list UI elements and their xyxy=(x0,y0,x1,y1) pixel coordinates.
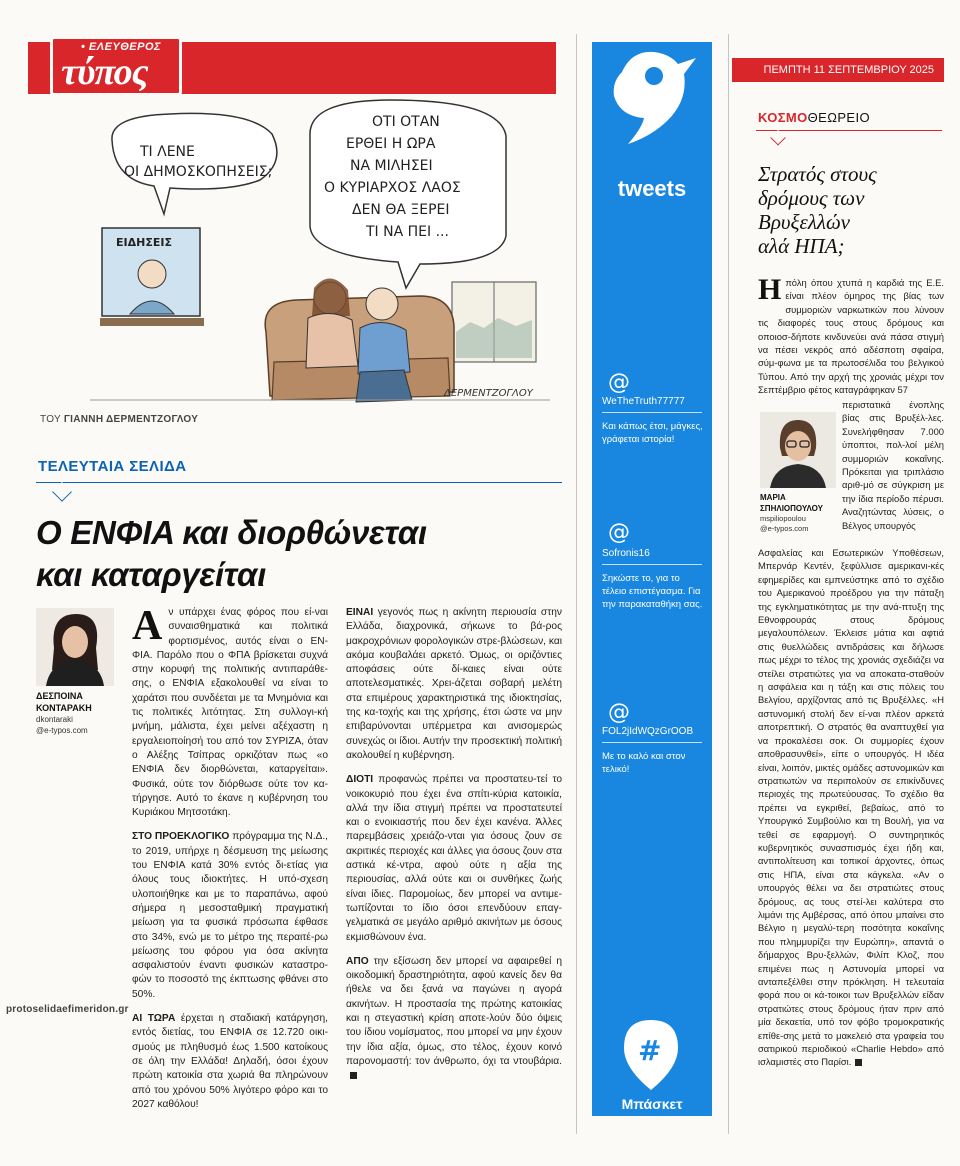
paragraph-4-lead: ΕΙΝΑΙ xyxy=(346,607,374,618)
logo-small-title: • ΕΛΕΥΘΕΡΟΣ xyxy=(81,41,162,53)
column-label-rest: ΘΕΩΡΕΙΟ xyxy=(807,110,871,125)
column-label xyxy=(758,110,870,125)
columnist-email-user: mspiliopoulou xyxy=(760,514,806,523)
article-column-1 xyxy=(132,603,329,1122)
tweet-divider xyxy=(602,412,702,413)
author-email[interactable] xyxy=(36,714,126,736)
author-first-name: ΔΕΣΠΟΙΝΑ xyxy=(36,691,83,701)
author-last-name: ΚΟΝΤΑΡΑΚΗ xyxy=(36,703,92,713)
cartoonist-signature: ΔΕΡΜΕΝΤΖΟΓΛΟΥ xyxy=(444,388,533,399)
man-head xyxy=(366,288,398,320)
column-top-paragraph: πόλη όπου χτυπά η καρδιά της Ε.Ε. είναι πλέον όμηρος της βίας των συμμοριών ναρκωτικών που λύνουν τις διαφορές τους στους δρόμους και οποιοσ-δήποτε κινδυνεύει ανά πάσα στιγμή να πέσει νεκρός από αδέσποτη σφαίρα, σύμ-φωνα με τα πρωτοσέλιδα του βελγικού Τύπου. Από την αρχή της χρονιάς μέχρι τον Σεπτέμβριο φέτος καταγράφηκαν 57 xyxy=(758,277,944,396)
column-divider xyxy=(576,34,577,1134)
column-notch xyxy=(770,130,786,146)
paragraph-5-text: προφανώς πρέπει να προστατευ-τεί το νοικοκυριό που έχει ένα σπίτι-κύρια κατοικία, αλλά την ίδια στιγμή πρέπει να προστατευτεί και ο ενοικιαστής που δεν έχει κανένα. Άλλες παρεμβάσεις χρειάζο-νται για όσους ζουν σε ακριτικές περιοχές και άλλες για όσους ζουν στα αστικά κέ-ντρα, αφού ούτε η αξία της περιουσίας, αλλά ούτε και οι συνθήκες ζωής είναι ίδιες. Παρομοίως, δεν μπορεί να αντιμε-τωπίζονται το ίδιο όσοι επενδύουν επαγ-γελματικά σε μεγάλο αριθμό ακινήτων με όσους εκμισθώνουν ένα. xyxy=(346,774,562,943)
bubble-right-line-6: ΤΙ ΝΑ ΠΕΙ ... xyxy=(366,224,449,240)
column-headline-line-4: αλά ΗΠΑ; xyxy=(758,234,845,258)
bird-logo-icon xyxy=(592,42,712,192)
paragraph-3-lead: ΑΙ ΤΩΡΑ xyxy=(132,1013,176,1025)
author-name xyxy=(36,690,126,714)
at-sign-icon xyxy=(606,368,632,394)
bubble-right-line-4: Ο ΚΥΡΙΑΡΧΟΣ ΛΑΟΣ xyxy=(324,180,461,196)
hashtag-label: Μπάσκετ xyxy=(621,1096,683,1112)
tweets-title: tweets xyxy=(617,176,687,201)
article-column-2 xyxy=(346,606,562,1094)
columnist-email[interactable] xyxy=(760,514,840,534)
svg-text:@: @ xyxy=(608,520,630,544)
paragraph-6-lead: ΑΠΟ xyxy=(346,955,369,967)
bubble-right-line-1: ΟΤΙ ΟΤΑΝ xyxy=(372,114,440,130)
tweet-handle[interactable]: Sofronis16 xyxy=(602,548,650,559)
end-mark-icon xyxy=(350,1072,357,1079)
column-end-mark-icon xyxy=(855,1059,862,1066)
paragraph-2-lead: ΣΤΟ ΠΡΟΕΚΛΟΓΙΚΟ xyxy=(132,831,230,843)
tweet-text: Με το καλό και στον τελικό! xyxy=(602,751,686,775)
tweet-divider xyxy=(602,742,702,743)
issue-date: ΠΕΜΠΤΗ 11 ΣΕΠΤΕΜΒΡΙΟΥ 2025 xyxy=(732,58,944,82)
bubble-left-line-2: ΟΙ ΔΗΜΟΣΚΟΠΗΣΕΙΣ; xyxy=(124,164,273,180)
author-email-domain: @e-typos.com xyxy=(36,726,88,735)
paragraph-2 xyxy=(132,830,328,1002)
paragraph-2-text: πρόγραμμα της Ν.Δ., το 2019, υπήρχε η δέσμευση της μείωσης του ΕΝΦΙΑ κατά 30% εντός δι-ετίας για όλους τους ιδιοκτήτες. Η υπό-σχεση υλοποιήθηκε και με το παραπάνω, αφού σήμερα η μεσοσταθμική πραγματική μείωση για τα φυσικά πρόσωπα έφθασε στο 34%, ενώ με το μέτρο της περαιτέ-ρω μείωσης του φόρου για όσα ακίνητα ασφαλιστούν έναντι φυσικών καταστρο-φών το ποσοστό της έκπτωσης φθάνει στο 50%. xyxy=(132,831,329,1000)
credit-name: ΓΙΑΝΝΗ ΔΕΡΜΕΝΤΖΟΓΛΟΥ xyxy=(63,414,199,425)
author-photo xyxy=(36,608,114,686)
man-body xyxy=(358,322,410,374)
man-legs xyxy=(356,370,412,402)
paragraph-1-text: ν υπάρχει ένας φόρος που εί-ναι συναισθηματικά και πολιτικά φορτισμένος, αυτός είναι ο ΕΝ-ΦΙΑ. Παρόλο που ο ΦΠΑ βρίσκεται συχνά στην κορυφή της πολιτικής αντιπαράθε-σης, ο ΕΝΦΙΑ εξακολουθεί να είναι το χαράτσι που συνδέεται με τα Μνημόνια και τις πολιτικές λιτότητας. Στη συλλογι-κή μνήμη, μάλιστα, έχει μείνει αξέχαστη η εργαλειοποίησή του από τον ΣΥΡΙΖΑ, όταν ο Αλέξης Τσίπρας ορκιζόταν πως «ο ΕΝΦΙΑ δεν διορθώνεται, καταργείται». Φυσικά, ούτε τον διόρθωσε ούτε τον κα-τήργησε. Αυτό το έκανε η κυβέρνηση του Κυριάκου Μητσοτάκη. xyxy=(132,607,328,819)
column-headline xyxy=(758,162,944,258)
columnist-name xyxy=(760,492,840,514)
column-headline-line-1: Στρατός στους xyxy=(758,162,877,186)
cartoon-credit xyxy=(40,414,198,425)
columnist-portrait-icon xyxy=(760,412,836,488)
column-headline-line-2: δρόμους των xyxy=(758,186,865,210)
section-label: ΤΕΛΕΥΤΑΙΑ ΣΕΛΙΔΑ xyxy=(38,458,187,475)
headline-line-1: Ο ΕΝΦΙΑ και διορθώνεται xyxy=(36,514,427,551)
credit-prefix: ΤΟΥ xyxy=(40,414,61,425)
paragraph-6-text: την εξίσωση δεν μπορεί να αφαιρεθεί η οικοδομική δραστηριότητα, αφού κανείς δεν θα ήθελε να δει ξανά να παγώνει η αγορά ακινήτων. Η προστασία της πρώτης κατοικίας και η στεγαστική κρίση αποτε-λούν δύο όψεις του ίδιου νομίσματος, που μπορεί να μην έχουν την ίδια αξία, όμως, στο τέλος, έχουν κοινό παρονομαστή: τον άνθρωπο, όχι τα ντουβάρια. xyxy=(346,955,562,1067)
bubble-right-line-2: ΕΡΘΕΙ Η ΩΡΑ xyxy=(346,136,436,152)
tweet-divider xyxy=(602,564,702,565)
hashtag-pin-icon xyxy=(616,1016,686,1094)
at-sign-icon xyxy=(606,518,632,544)
column-divider xyxy=(728,34,729,1134)
woman-body xyxy=(306,313,358,368)
column-label-bold: ΚΟΣΜΟ xyxy=(758,110,808,125)
tweet-text: Και κάπως έτσι, μάγκες, γράφεται ιστορία! xyxy=(602,421,703,445)
cartoon-drawing xyxy=(60,96,560,408)
newspaper-logo[interactable] xyxy=(50,36,182,96)
author-portrait-icon xyxy=(36,608,114,686)
tweet-handle[interactable]: WeTheTruth77777 xyxy=(602,396,685,407)
section-notch xyxy=(52,482,72,502)
svg-text:#: # xyxy=(638,1034,662,1067)
headline-line-2: και καταργείται xyxy=(36,556,266,593)
bubble-right-line-5: ΔΕΝ ΘΑ ΞΕΡΕΙ xyxy=(352,202,450,218)
column-main-text xyxy=(758,546,944,1069)
author-email-user: dkontaraki xyxy=(36,715,73,724)
bubble-left-line-1: ΤΙ ΛΕΝΕ xyxy=(140,144,195,160)
tweet-text: Σηκώστε το, για το τέλειο επιστέγασμα. Για την παρακαταθήκη σας. xyxy=(602,573,703,610)
svg-text:@: @ xyxy=(608,370,630,394)
paragraph-3 xyxy=(132,1012,328,1112)
section-divider xyxy=(36,482,562,483)
column-side-text: περιστατικά ένοπλης βίας στις Βρυξέλ-λες. Συνελήφθησαν 7.000 ύποπτοι, πολ-λοί μέλη συμμοριών κοκαΐνης. Πρόκειται για τριπλάσιο αριθ-μό σε σύγκριση με την ίδια περίοδο πέρυσι. Αναζητώντας λύσεις, ο Βέλγος υπουργός xyxy=(842,399,944,531)
columnist-last-name: ΣΠΗΛΙΟΠΟΥΛΟΥ xyxy=(760,504,823,513)
editorial-cartoon xyxy=(60,96,560,408)
woman-hair xyxy=(312,278,350,316)
paragraph-6 xyxy=(346,955,562,1084)
paragraph-5-lead: ΔΙΟΤΙ xyxy=(346,774,374,786)
svg-text:@: @ xyxy=(608,700,630,724)
column-drop-cap: Η xyxy=(758,273,782,306)
paragraph-5 xyxy=(346,773,562,945)
logo-big-title: τύπος xyxy=(61,51,148,93)
column-headline-line-3: Βρυξελλών xyxy=(758,210,850,234)
column-divider-line xyxy=(756,130,942,131)
paragraph-4-text: γεγονός πως η ακίνητη περιουσία στην Ελλάδα, διαχρονικά, σήκωνε το βά-ρος μακροχρόνιων φορολογικών στρε-βλώσεων, και ακόμα κουβαλάει αρκετό. Όμως, οι οριζόντιες αποφάσεις ούτε δί-καιες είναι ούτε αποτελεσματικές. Χρει-άζεται σοβαρή μελέτη στα επιμέρους χαρακτηριστικά της ιδιοκτησίας, της κα-τοχής και της χρήσης, έτσι ώστε να μην επιβαρύνονται υπέρμετρα και ανισομερώς συνεχώς οι ίδιοι. Αυτήν την προσεκτική πολιτική ακολουθεί η κυβέρνηση. xyxy=(346,607,562,761)
tv-caption: ΕΙΔΗΣΕΙΣ xyxy=(116,236,172,249)
paragraph-4 xyxy=(346,606,562,763)
bubble-right-line-3: ΝΑ ΜΙΛΗΣΕΙ xyxy=(350,158,433,174)
columnist-email-domain: @e-typos.com xyxy=(760,524,809,533)
article-headline xyxy=(36,512,566,596)
tweet-handle[interactable]: FOL2jIdWQzGrOOB xyxy=(602,726,694,737)
at-sign-icon xyxy=(606,698,632,724)
paragraph-1 xyxy=(132,603,328,820)
source-watermark: protoselidaefimeridon.gr xyxy=(6,1004,129,1015)
column-top-text xyxy=(758,273,944,397)
columnist-photo xyxy=(760,412,836,488)
tv-stand xyxy=(100,318,204,326)
tv-anchor xyxy=(138,260,166,288)
paragraph-3-text: έρχεται η σταδιακή κατάργηση, εντός διετίας, του ΕΝΦΙΑ σε 12.720 οικι-σμούς με πληθυσμό έως 1.500 κατοίκους σε όλη την Ελλάδα! Δηλαδή, όσοι έχουν πρώτη κατοικία στα χωριά θα πληρώνουν από του χρόνου 50% λιγότερο φόρο και το 2027 καθόλου! xyxy=(132,1013,328,1110)
column-main-paragraph: Ασφαλείας και Εσωτερικών Υποθέσεων, Μπερνάρ Κεντέν, ξεφύλλισε αμερικανι-κές εφημερίδες και εμπνεύστηκε από το σχέδιο του Αμερικανού προέδρου για την πάταξη της εγκληματικότητας με την ανά-πτυξη της Εθνοφρουράς στους δρόμους μεγαλουπόλεων. Έκλεισε μάτια και αφτιά στις θυελλώδεις αντιδράσεις και δήλωσε πως μέχρι το τέλος της χρονιάς σχεδιάζει να στείλει στρατιώτες για να αποκατα-σταθούν η ασφάλεια και η τάξη και στις πόλεις του Βελγίου, αρχίζοντας από τις Βρυξέλλες. «Η αστυνομική στολή δεν εί-ναι πλέον αρκετά αποτρεπτική. Ο στρατός θα αναπτυχθεί για να προκαλέσει σοκ. Οι συμμορίες έχουν αποθρασυνθεί», είπε ο υπουργός. Η ιδέα είναι, λοιπόν, μικτές ομάδες αστυνομικών και στρατιωτών να περιπολούν σε επικίνδυνες περιοχές της πρωτεύουσας. Το σχέδιο θα πρέπει να εγκριθεί, βεβαίως, από το Υπουργικό Συμβούλιο και τη Βουλή, για να τεθεί σε εφαρμογή. Ο συντηρητικός κυβερνητικός συνασπισμός έχει ήδη και, αντιπολίτευση και τοπικοί άρχοντες, όπως στις ΗΠΑ, είναι στα κάγκελα. «Αν ο υπουργός θέλει να δει στρατιώτες στους δρόμους, ας τους στεί-λει καλύτερα στο λιμάνι της Αμβέρσας, από όπου μπαίνει στο Βέλγιο η μεγαλύ-τερη ποσότητα κοκαΐνης που πλημμυρίζει την Ευρώπη», απαντά ο δήμαρχος Βρυ-ξελλών, Φιλίπ Κλοζ, που επιμένει πως η Αστυνομία μπορεί να ανταπεξέλθει στην πρόκληση. Η τελευταία φορά που οι κά-τοικοι των Βρυξελλών είδαν στρατιώτες στους δρόμους ήταν πριν από μία δεκαετία, υπό τον φόβο τρομοκρατικής επίθε-σης μετά το μακελειό στα γραφεία του σατιρικού περιοδικού «Charlie Hebdo» από ισλαμιστές στο Παρίσι. xyxy=(758,547,944,1068)
columnist-first-name: ΜΑΡΙΑ xyxy=(760,493,786,502)
tweets-column xyxy=(592,42,712,1116)
drop-cap: Α xyxy=(132,603,163,649)
